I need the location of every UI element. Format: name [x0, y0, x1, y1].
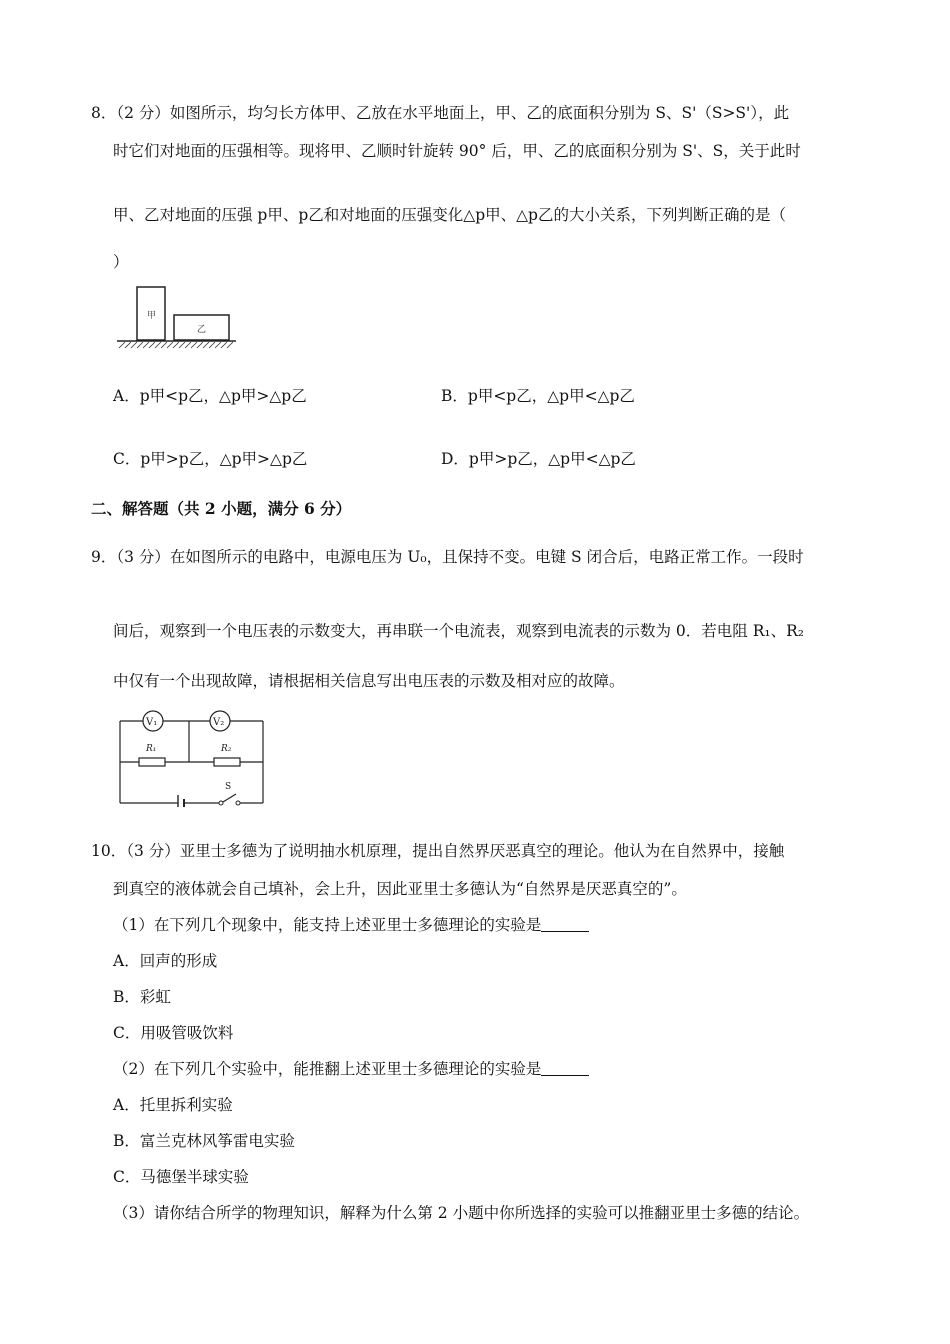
q9-line-1: 9．（3 分）在如图所示的电路中，电源电压为 U₀，且保持不变。电键 S 闭合后，电路正常工作。一段时 — [91, 548, 804, 566]
q9-circuit-figure — [115, 707, 270, 807]
q9-line-2: 间后，观察到一个电压表的示数变大，再串联一个电流表，观察到电流表的示数为 0．若电阻 R₁、R₂ — [113, 622, 804, 640]
q10-sub3: （3）请你结合所学的物理知识，解释为什么第 2 小题中你所选择的实验可以推翻亚里士多德的结论。 — [113, 1204, 810, 1222]
q8-line-3: 甲、乙对地面的压强 p甲、p乙和对地面的压强变化△p甲、△p乙的大小关系，下列判断正确的是（ — [113, 206, 786, 224]
q10-sub2 — [113, 1058, 589, 1080]
resistor-r2-label: R₂ — [221, 744, 232, 754]
q10-sub1-option-a: A．回声的形成 — [113, 952, 218, 970]
resistor-r1 — [139, 758, 165, 766]
q8-line-2: 时它们对地面的压强相等。现将甲、乙顺时针旋转 90° 后，甲、乙的底面积分别为 S'、S，关于此时 — [113, 142, 801, 160]
section-2-heading: 二、解答题（共 2 小题，满分 6 分） — [91, 499, 352, 518]
q8-line-4: ） — [113, 253, 129, 271]
block-yi-label: 乙 — [197, 325, 207, 335]
q10-line-1: 10．（3 分）亚里士多德为了说明抽水机原理，提出自然界厌恶真空的理论。他认为在自然界中，接触 — [91, 842, 785, 860]
q8-line-1: 8．（2 分）如图所示，均匀长方体甲、乙放在水平地面上，甲、乙的底面积分别为 S、S'（S>S'），此 — [91, 104, 790, 122]
q8-option-a: A．p甲<p乙，△p甲>△p乙 — [113, 387, 307, 405]
q8-option-d: D．p甲>p乙，△p甲<△p乙 — [441, 450, 636, 468]
q10-sub2-answer-blank[interactable] — [541, 1061, 589, 1076]
q10-sub1-option-b: B．彩虹 — [113, 988, 171, 1006]
switch-label: S — [225, 782, 232, 792]
q10-sub1-answer-blank[interactable] — [541, 917, 589, 932]
q10-sub2-option-a: A．托里拆利实验 — [113, 1096, 233, 1114]
block-jia-label: 甲 — [147, 311, 157, 321]
q10-sub2-option-c: C．马德堡半球实验 — [113, 1168, 249, 1186]
q10-sub1-option-c: C．用吸管吸饮料 — [113, 1024, 234, 1042]
q9-line-3: 中仅有一个出现故障，请根据相关信息写出电压表的示数及相对应的故障。 — [113, 672, 625, 690]
q8-option-b: B．p甲<p乙，△p甲<△p乙 — [441, 387, 635, 405]
q10-sub1 — [113, 914, 589, 936]
q8-option-c: C．p甲>p乙，△p甲>△p乙 — [113, 450, 308, 468]
switch-lever — [223, 794, 236, 802]
q8-blocks-figure — [115, 284, 240, 350]
resistor-r2 — [214, 758, 240, 766]
voltmeter-v2-label: V₂ — [213, 717, 225, 728]
q10-sub1-text: （1）在下列几个现象中，能支持上述亚里士多德理论的实验是 — [113, 916, 542, 934]
q10-sub2-option-b: B．富兰克林风筝雷电实验 — [113, 1132, 295, 1150]
q10-sub2-text: （2）在下列几个实验中，能推翻上述亚里士多德理论的实验是 — [113, 1060, 542, 1078]
resistor-r1-label: R₁ — [146, 744, 157, 754]
ground-hatching — [119, 342, 233, 348]
q10-line-2: 到真空的液体就会自己填补，会上升，因此亚里士多德认为“自然界是厌恶真空的”。 — [113, 880, 687, 898]
voltmeter-v1-label: V₁ — [146, 717, 158, 728]
